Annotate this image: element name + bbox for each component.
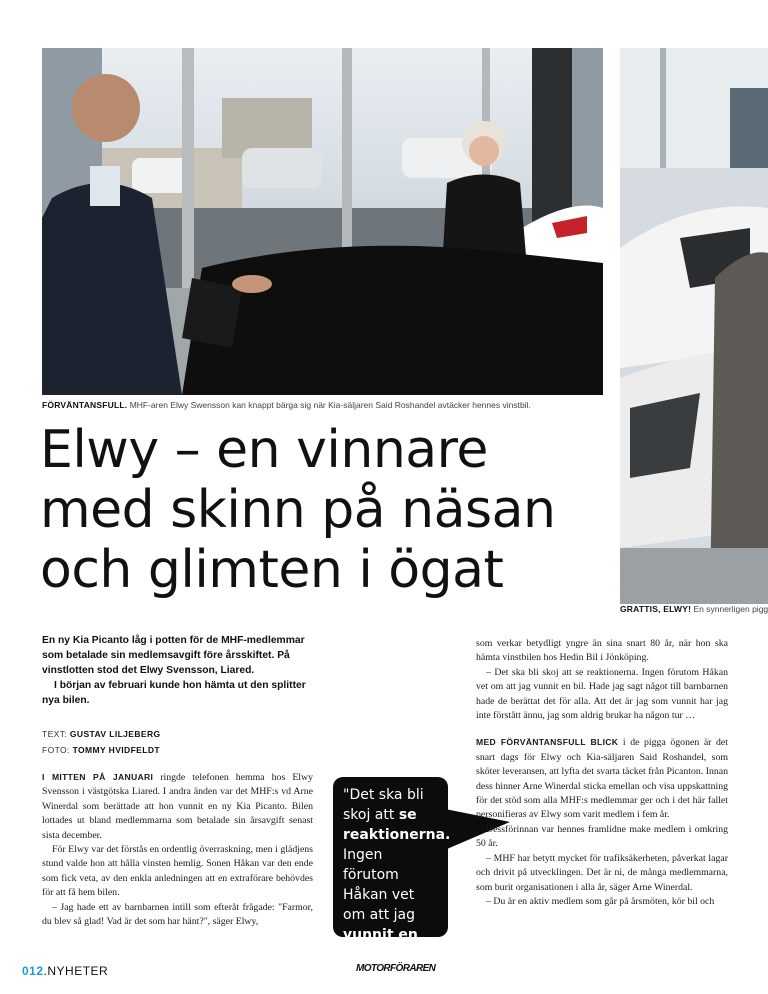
side-photo-image — [620, 48, 768, 604]
run-in-heading: MED FÖRVÄNTANSFULL BLICK — [476, 737, 619, 748]
quote-highlight: vunnit en bil — [343, 927, 418, 963]
byline — [42, 726, 161, 758]
side-caption-label: GRATTIS, ELWY! — [620, 604, 692, 614]
body-column-1 — [42, 770, 313, 929]
body-column-2 — [476, 637, 728, 909]
quote-text: "Det ska bli skoj att — [343, 787, 424, 823]
main-photo-image — [42, 48, 603, 395]
side-photo — [620, 48, 768, 604]
body-paragraph: – Det ska bli skoj att se reaktionerna. Ingen förutom Håkan vet om att jag vunnit en bil. Hade jag sagt något till barnbarnen hade de berättat det för alla. Att det är jag som vunnit har jag inte förstått ännu, jag som aldrig brukar ha någon tur … — [476, 666, 728, 722]
quote-text: ." — [362, 947, 374, 963]
byline-text-label: TEXT: — [42, 729, 70, 739]
body-paragraph — [42, 770, 313, 843]
ingress-paragraph: I början av februari kunde hon hämta ut den splitter nya bilen. — [42, 680, 306, 706]
body-paragraph — [476, 735, 728, 822]
caption-label: FÖRVÄNTANSFULL. — [42, 400, 128, 410]
headline-line-3: och glimten i ögat — [40, 540, 504, 600]
byline-photo-label: FOTO: — [42, 745, 73, 755]
ingress-paragraph: En ny Kia Picanto låg i potten för de MHF-medlemmar som betalade sin medlemsavgift före årsskiftet. På vinstlotten stod det Elwy Svensson, Liared. — [42, 635, 305, 676]
body-paragraph: För Elwy var det förstås en ordentlig överraskning, men i glädjens stund valde hon att hålla vinsten hemlig. Sonen Håkan var den ende som fick veta, av den enkla anledningen att en extraförare behövdes för att få hem bilen. — [42, 844, 313, 899]
quote-text: Ingen förutom Håkan vet om att jag — [343, 847, 416, 923]
byline-text-credit — [42, 726, 161, 742]
section-name: .NYHETER — [43, 964, 109, 978]
body-paragraph: som verkar betydligt yngre än sina snart 80 år, när hon ska hämta vinstbilen hos Hedin Bil i Jönköping. — [476, 638, 728, 664]
body-paragraph: – Jag hade ett av barnbarnen intill som efteråt frågade: "Farmor, du blev så glad! Vad är det som har hänt?", säger Elwy, — [42, 901, 313, 928]
body-text: ringde telefonen hemma hos Elwy Svensson i västgötska Liared. I andra änden var det MHF:s vd Arne Winerdal som berättade att hon vunnit en ny Kia Picanto. Bilen lottades ut bland medlemmarna som betalade sin årsavgift senast sista december. — [42, 772, 313, 841]
page-number: 012 — [22, 964, 44, 978]
side-caption-text: En synnerligen pigg — [691, 604, 768, 614]
byline-text-name: GUSTAV LILJEBERG — [69, 729, 161, 739]
caption-text: MHF-aren Elwy Swensson kan knappt bärga sig när Kia-säljaren Said Roshandel avtäcker hennes vinstbil. — [127, 400, 531, 410]
headline-line-2: med skinn på näsan — [40, 480, 556, 540]
page-folio — [22, 964, 108, 978]
quote-highlight: se reaktionerna. — [343, 807, 451, 843]
headline — [40, 420, 620, 600]
body-paragraph: Dessförinnan var hennes framlidne make medlem i omkring 50 år. — [476, 823, 728, 850]
pull-quote — [333, 777, 451, 963]
ingress — [42, 633, 312, 708]
body-text: i de pigga ögonen är det snart dags för Elwy och Kia-säljaren Said Roshandel, som sköter leveransen, att lyfta det svarta täcket från Picanton. Innan dess hinner Arne Winerdal sticka emellan och visa uppskattning för det stöd som alla MHF:s medlemmar ger och i det här fallet personifieras av Elwy som varit medlem i fem år. — [476, 737, 728, 821]
main-photo-caption — [42, 400, 612, 410]
magazine-logo: MOTORFÖRAREN — [356, 963, 436, 974]
headline-line-1: Elwy – en vinnare — [40, 420, 488, 480]
body-paragraph: – Du är en aktiv medlem som går på årsmöten, kör bil och — [486, 895, 715, 907]
byline-photo-name: TOMMY HVIDFELDT — [72, 745, 160, 755]
side-photo-caption — [620, 604, 768, 614]
byline-photo-credit — [42, 742, 161, 758]
run-in-heading: I MITTEN PÅ JANUARI — [42, 772, 154, 782]
main-photo — [42, 48, 603, 395]
body-paragraph: – MHF har betytt mycket för trafiksäkerheten, påverkat lagar och drivit på utvecklingen. Det är ni, de många medlemmarna, som burit organisationen i alla år, säger Arne Winerdal. — [476, 852, 728, 893]
